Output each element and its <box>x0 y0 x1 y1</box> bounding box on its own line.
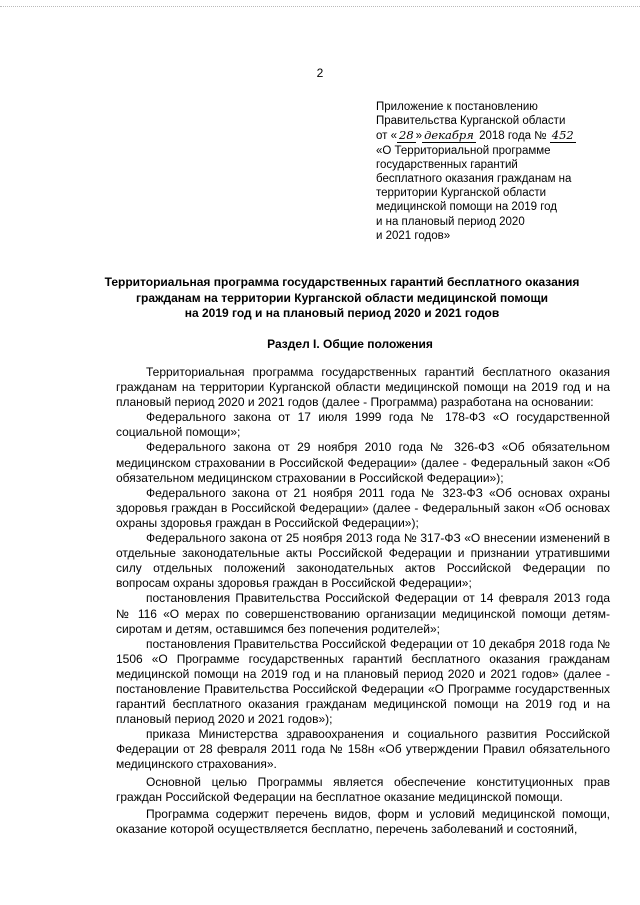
handwritten-month: декабря <box>424 128 474 143</box>
date-mid: » <box>415 130 423 143</box>
section-heading: Раздел I. Общие положения <box>267 337 433 351</box>
body-text <box>116 365 610 837</box>
paragraph: Основной целью Программы является обеспечение конституционных прав граждан Российской Федерации на бесплатное оказание медицинской помощи. <box>116 774 610 804</box>
title-line: Территориальная программа государственных гарантий бесплатного оказания <box>104 275 580 289</box>
annex-line: территории Курганской области <box>376 187 547 200</box>
page-number: 2 <box>316 66 324 80</box>
paragraph: Программа содержит перечень видов, форм и условий медицинской помощи, оказание которой осуществляется бесплатно, перечень заболеваний и состояний, <box>116 806 610 836</box>
annex-date-line <box>376 128 626 143</box>
document-title <box>92 275 592 322</box>
paragraph: Федерального закона от 29 ноября 2010 года № 326-ФЗ «Об обязательном медицинском страховании в Российской Федерации» (далее - Федеральный закон «Об обязательном медицинском страховании в Российской Федерации»); <box>116 440 610 485</box>
date-prefix: от « <box>376 130 398 143</box>
paragraph: Территориальная программа государственных гарантий бесплатного оказания гражданам на территории Курганской области медицинской помощи на 2019 год и на плановый период 2020 и 2021 годов (далее - Программа) разработана на основании: <box>116 365 610 410</box>
title-line: на 2019 год и на плановый период 2020 и 2021 годов <box>184 306 500 320</box>
scan-edge-marks <box>0 6 640 11</box>
annex-header <box>376 100 626 243</box>
annex-line: государственных гарантий <box>376 158 518 171</box>
paragraph: Федерального закона от 21 ноября 2011 года № 323-ФЗ «Об основах охраны здоровья граждан в Российской Федерации» (далее - Федеральный закон «Об основах охраны здоровья граждан в Российской Федерации»); <box>116 485 610 530</box>
paragraph: постановления Правительства Российской Федерации от 14 февраля 2013 года № 116 «О мерах по совершенствованию организации медицинской помощи детям-сиротам и детям, оставшимся без попечения родителей»; <box>116 591 610 636</box>
annex-line: бесплатного оказания гражданам на <box>376 173 572 186</box>
paragraph: Федерального закона от 25 ноября 2013 года № 317-ФЗ «О внесении изменений в отдельные законодательные акты Российской Федерации и признании утратившими силу отдельных положений законодательных актов Российской Федерации по вопросам охраны здоровья граждан в Российской Федерации»; <box>116 531 610 591</box>
handwritten-day: 28 <box>399 128 414 143</box>
annex-line: и 2021 годов» <box>376 229 451 242</box>
annex-line: медицинской помощи на 2019 год <box>376 201 557 214</box>
annex-line: Приложение к постановлению <box>376 101 538 113</box>
annex-line: «О Территориальной программе <box>376 144 551 157</box>
title-line: гражданам на территории Курганской области медицинской помощи <box>136 290 548 305</box>
handwritten-number: 452 <box>551 128 574 143</box>
paragraph: Федерального закона от 17 июля 1999 года № 178-ФЗ «О государственной социальной помощи»; <box>116 410 610 440</box>
annex-line: и на плановый период 2020 <box>376 215 525 228</box>
annex-line: Правительства Курганской области <box>376 115 566 128</box>
paragraph: постановления Правительства Российской Федерации от 10 декабря 2018 года № 1506 «О Программе государственных гарантий бесплатного оказания гражданам медицинской помощи на 2019 год и на плановый период 2020 и 2021 годов» (далее - постановление Правительства Российской Федерации «О Программе государственных гарантий бесплатного оказания гражданам медицинской помощи на 2019 год и на плановый период 2020 и 2021 годов»); <box>116 636 610 727</box>
paragraph: приказа Министерства здравоохранения и социального развития Российской Федерации от 28 февраля 2011 года № 158н «Об утверждении Правил обязательного медицинского страхования». <box>116 727 610 772</box>
date-year: 2018 года № <box>475 130 550 143</box>
